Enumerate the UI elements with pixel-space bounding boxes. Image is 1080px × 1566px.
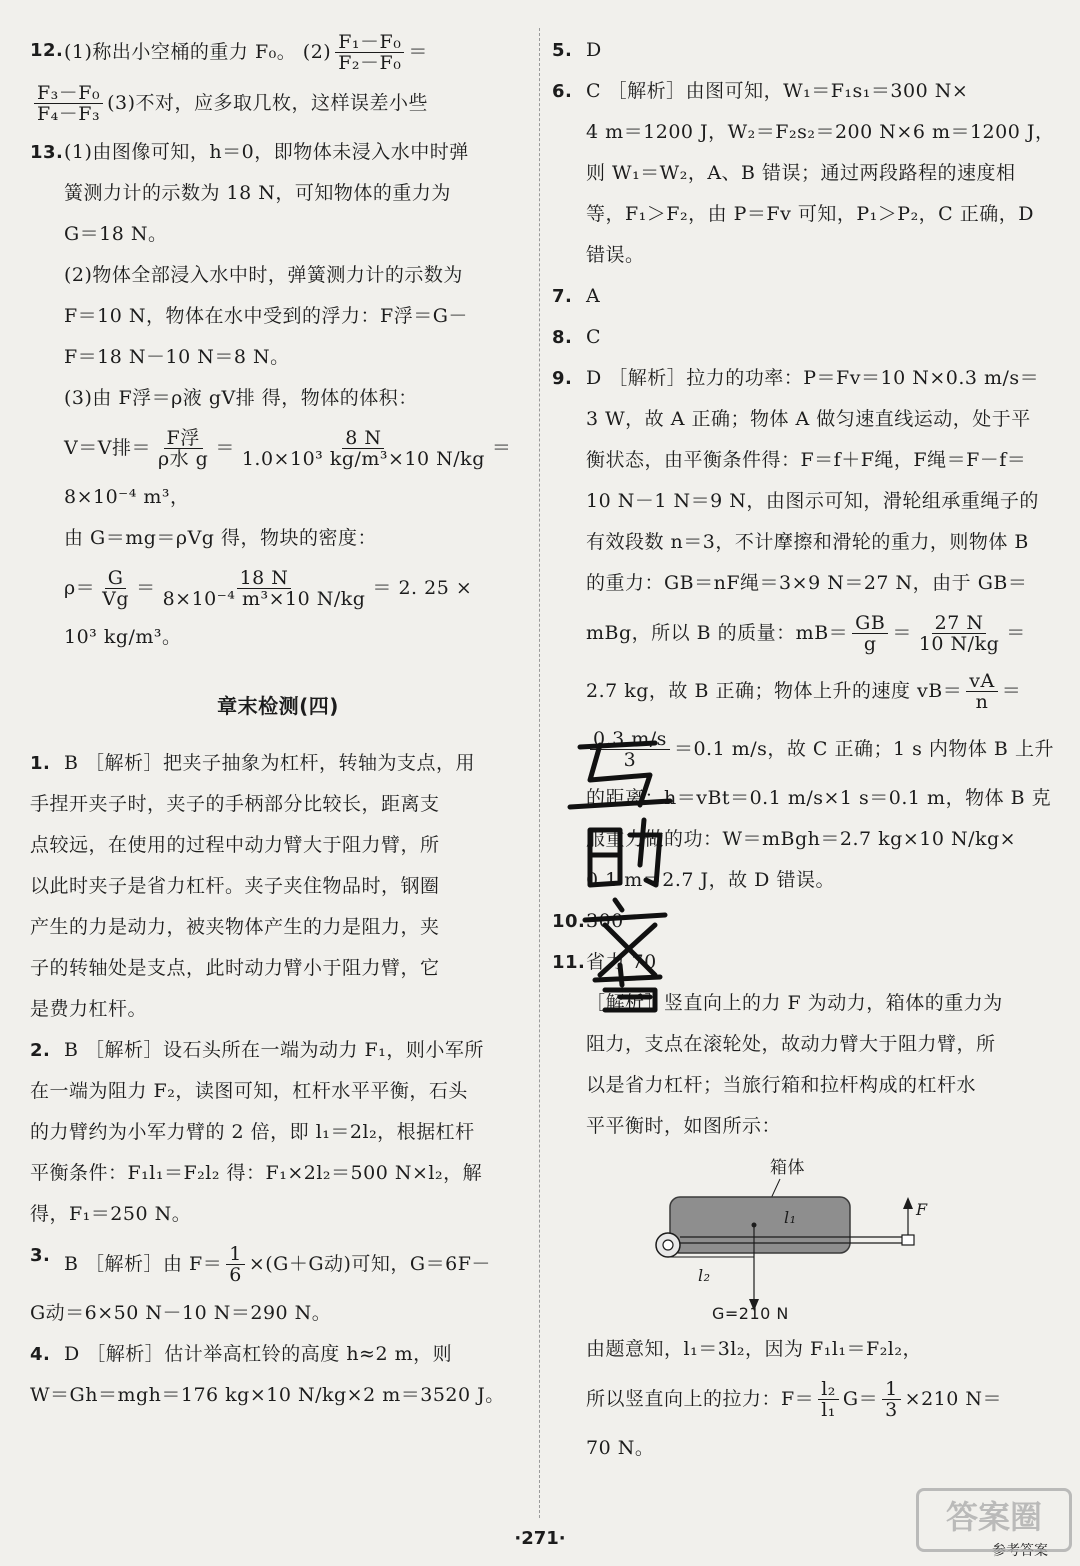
footer-label: 参考答案 (992, 1543, 1048, 1559)
question-6 (552, 71, 1055, 276)
text-line: 子的转轴处是支点，此时动力臂小于阻力臂，它 (30, 957, 440, 979)
text-line: (3)由 F浮＝ρ液 gV排 得，物体的体积： (64, 387, 418, 409)
text-line: (2)物体全部浸入水中时，弹簧测力计的示数为 (64, 264, 463, 286)
question-number: 2. (30, 1040, 51, 1061)
question-body (64, 1334, 526, 1375)
question-4 (30, 1334, 526, 1375)
section-heading: 章末检测(四) (217, 694, 339, 718)
text-line: (1)由图像可知，h＝0，即物体未浸入水中时弹 (64, 141, 469, 163)
fraction: $\frac{\text{F₁－F₀}}{\text{F₂－F₀}}$ (335, 32, 404, 73)
force-equation: 所以竖直向上的拉力：F＝ $\frac{\text{l₂}}{\text{l₁}}$ G＝ $\frac{1}{3}$ ×210 N＝ (586, 1377, 1003, 1421)
center-of-gravity (752, 1223, 757, 1228)
answer-text: (1)称出小空桶的重力 F₀。 (2) (64, 40, 332, 63)
fraction: $\frac{\text{l₂}}{\text{l₁}}$ (818, 1379, 839, 1420)
volume-equation: V＝V排＝ $\frac{\text{F浮}}{\text{ρ水 g}}$ ＝ $\frac{8 N}{\text{1.0×10³ kg/m³×10 N/kg}}$ ＝ (64, 426, 512, 470)
question-body (64, 1030, 526, 1071)
text-line: D ［解析］估计举高杠铃的高度 h≈2 m，则 (64, 1343, 453, 1365)
left-column (30, 30, 526, 1416)
text-line: 由题意知，l₁＝3l₂，因为 F₁l₁＝F₂l₂， (586, 1338, 923, 1360)
fraction: $\frac{0.3 m/s}{3}$ (590, 729, 670, 770)
text-line: 手捏开夹子时，夹子的手柄部分比较长，距离支 (30, 793, 440, 815)
fraction: $\frac{27 N}{10 N/kg}$ (918, 611, 1000, 655)
text-line: 10 N－1 N＝9 N，由图示可知，滑轮组承重绳子的 (586, 490, 1039, 512)
answer-text: C (586, 326, 602, 348)
question-body (586, 71, 1054, 276)
text-line: 点较远，在使用的过程中动力臂大于阻力臂，所 (30, 834, 440, 856)
text-line: G动＝6×50 N－10 N＝290 N。 (30, 1302, 332, 1324)
equation-line: B ［解析］由 F＝ $\frac{1}{6}$ ×(G＋G动)可知，G＝6F－ (64, 1242, 491, 1286)
fraction: $\frac{\text{F₃－F₀}}{\text{F₄－F₃}}$ (34, 83, 103, 124)
text-line: 平平衡时，如图所示： (586, 1115, 782, 1137)
answer-text: (3)不对，应多取几枚，这样误差小些 (107, 91, 429, 114)
question-3 (30, 1235, 526, 1293)
mass-equation: mBg，所以 B 的质量：mB＝ $\frac{GB}{g}$ ＝ $\frac{27 N}{10 N/kg}$ ＝ (586, 611, 1026, 655)
question-number: 3. (30, 1245, 51, 1266)
suitcase-label: 箱体 (770, 1158, 805, 1178)
text-line: 在一端为阻力 F₂，读图可知，杠杆水平平衡，石头 (30, 1080, 468, 1102)
question-7 (552, 276, 1052, 317)
text-line: 平衡条件：F₁l₁＝F₂l₂ 得：F₁×2l₂＝500 N×l₂，解 (30, 1162, 483, 1184)
question-body (586, 942, 1052, 1469)
question-body (64, 1235, 526, 1293)
equation-line: (1)称出小空桶的重力 F₀。 (2) $\frac{\text{F₁－F₀}}{\text{F₂－F₀}}$ ＝ (64, 30, 428, 74)
fraction: $\frac{GB}{g}$ (852, 613, 888, 654)
handle (902, 1235, 914, 1245)
question-body (64, 132, 526, 658)
text-line: B ［解析］设石头所在一端为动力 F₁，则小军所 (64, 1039, 484, 1061)
text-line: 则 W₁＝W₂，A、B 错误；通过两段路程的速度相 (586, 162, 1016, 184)
question-number: 10. (552, 911, 586, 932)
question-8 (552, 317, 1052, 358)
text-line: G＝18 N。 (64, 223, 168, 245)
force-label: F (916, 1200, 928, 1219)
text-line: 的重力：GB＝nF绳＝3×9 N＝27 N，由于 GB＝ (586, 572, 1028, 594)
answer-text: D (586, 39, 602, 61)
suitcase-body (670, 1197, 850, 1253)
watermark-logo: 答案圈 (916, 1488, 1072, 1552)
question-number: 11. (552, 952, 586, 973)
text-line: 阻力，支点在滚轮处，故动力臂大于阻力臂，所 (586, 1033, 996, 1055)
question-body (64, 743, 526, 784)
question-number: 12. (30, 40, 64, 61)
density-equation: ρ＝ $\frac{G}{Vg}$ ＝ $\frac{18 N}{\text{8×10⁻⁴ m³×10 N/kg}}$ ＝ 2. 25 × (64, 566, 473, 610)
answer-text: 省力 70 (586, 951, 657, 973)
text-line: C ［解析］由图可知，W₁＝F₁s₁＝300 N× (586, 80, 969, 102)
text-line: 得，F₁＝250 N。 (30, 1203, 192, 1225)
question-body (64, 30, 526, 74)
fraction: $\frac{18 N}{\text{8×10⁻⁴ m³×10 N/kg}}$ (162, 566, 366, 610)
question-number: 1. (30, 753, 51, 774)
text-line: B ［解析］把夹子抽象为杠杆，转轴为支点，用 (64, 752, 476, 774)
question-5 (552, 30, 1052, 71)
column-divider (539, 28, 540, 1518)
question-number: 4. (30, 1344, 51, 1365)
fraction: $\frac{vA}{n}$ (966, 671, 997, 712)
text-line: 8×10⁻⁴ m³， (64, 486, 190, 508)
arm-l2-label: l₂ (698, 1266, 711, 1285)
question-number: 8. (552, 327, 573, 348)
speed-equation: 2.7 kg，故 B 正确；物体上升的速度 vB＝ $\frac{vA}{n}$ ＝ (586, 669, 1022, 713)
question-13 (30, 132, 526, 658)
fraction: $\frac{G}{Vg}$ (102, 566, 130, 610)
question-1 (30, 743, 526, 784)
text-line: 70 N。 (586, 1437, 655, 1459)
question-number: 5. (552, 40, 573, 61)
arm-l1-label: l₁ (784, 1208, 797, 1227)
text-line: 的力臂约为小军力臂的 2 倍，即 l₁＝2l₂，根据杠杆 (30, 1121, 475, 1143)
text-line: 产生的力是动力，被夹物体产生的力是阻力，夹 (30, 916, 440, 938)
text-line: 4 m＝1200 J，W₂＝F₂s₂＝200 N×6 m＝1200 J， (586, 121, 1055, 143)
equation-line (30, 74, 526, 132)
text-line: W＝Gh＝mgh＝176 kg×10 N/kg×2 m＝3520 J。 (30, 1384, 505, 1406)
text-line: F＝18 N－10 N＝8 N。 (64, 346, 290, 368)
text-line: 簧测力计的示数为 18 N，可知物体的重力为 (64, 182, 451, 204)
question-2 (30, 1030, 526, 1071)
question-number: 7. (552, 286, 573, 307)
question-number: 6. (552, 81, 573, 102)
weight-label: G=210 N (712, 1304, 789, 1323)
fraction: $\frac{1}{3}$ (882, 1379, 901, 1420)
text-line: 以是省力杠杆；当旅行箱和拉杆构成的杠杆水 (586, 1074, 977, 1096)
text-line: 由 G＝mg＝ρVg 得，物块的密度： (64, 527, 377, 549)
text-line: 是费力杠杆。 (30, 998, 148, 1020)
fraction: $\frac{\text{F浮}}{\text{ρ水 g}}$ (157, 426, 209, 470)
answer-text: 300 (586, 910, 624, 932)
text-line: 0.1 m＝2.7 J，故 D 错误。 (586, 869, 835, 891)
text-line: 服重力做的功：W＝mBgh＝2.7 kg×10 N/kg× (586, 828, 1017, 850)
question-number: 13. (30, 142, 64, 163)
handwritten-mark (560, 735, 690, 1015)
text-line: 10³ kg/m³。 (64, 626, 182, 648)
equation-line: $\frac{0.3 m/s}{3}$ ＝0.1 m/s，故 C 正确；1 s 内物体 B 上升 (586, 720, 1054, 778)
text-line: 3 W，故 A 正确；物体 A 做匀速直线运动，处于平 (586, 408, 1031, 430)
text-line: 衡状态，由平衡条件得：F＝f＋F绳，F绳＝F－f＝ (586, 449, 1027, 471)
answer-text: A (586, 285, 601, 307)
text-line: 等，F₁＞F₂，由 P＝Fv 可知，P₁＞P₂，C 正确，D (586, 203, 1034, 225)
text-line: ［解析］竖直向上的力 F 为动力，箱体的重力为 (586, 992, 1003, 1014)
text-line: 错误。 (586, 244, 645, 266)
text-line: 的距离：h＝vBt＝0.1 m/s×1 s＝0.1 m，物体 B 克 (586, 787, 1052, 809)
fraction: $\frac{8 N}{\text{1.0×10³ kg/m³×10 N/kg}}$ (241, 426, 485, 470)
question-number: 9. (552, 368, 573, 389)
text-line: D ［解析］拉力的功率：P＝Fv＝10 N×0.3 m/s＝ (586, 367, 1040, 389)
page-number: ·271· (514, 1528, 566, 1549)
text-line: F＝10 N，物体在水中受到的浮力：F浮＝G－ (64, 305, 468, 327)
arrow-head-icon (903, 1197, 913, 1209)
text-line: 有效段数 n＝3，不计摩擦和滑轮的重力，则物体 B (586, 531, 1029, 553)
text-line: 以此时夹子是省力杠杆。夹子夹住物品时，钢圈 (30, 875, 440, 897)
fraction: $\frac{1}{6}$ (226, 1244, 245, 1285)
question-12 (30, 30, 526, 74)
question-11 (552, 942, 1052, 1469)
suitcase-lever-diagram (650, 1153, 950, 1323)
